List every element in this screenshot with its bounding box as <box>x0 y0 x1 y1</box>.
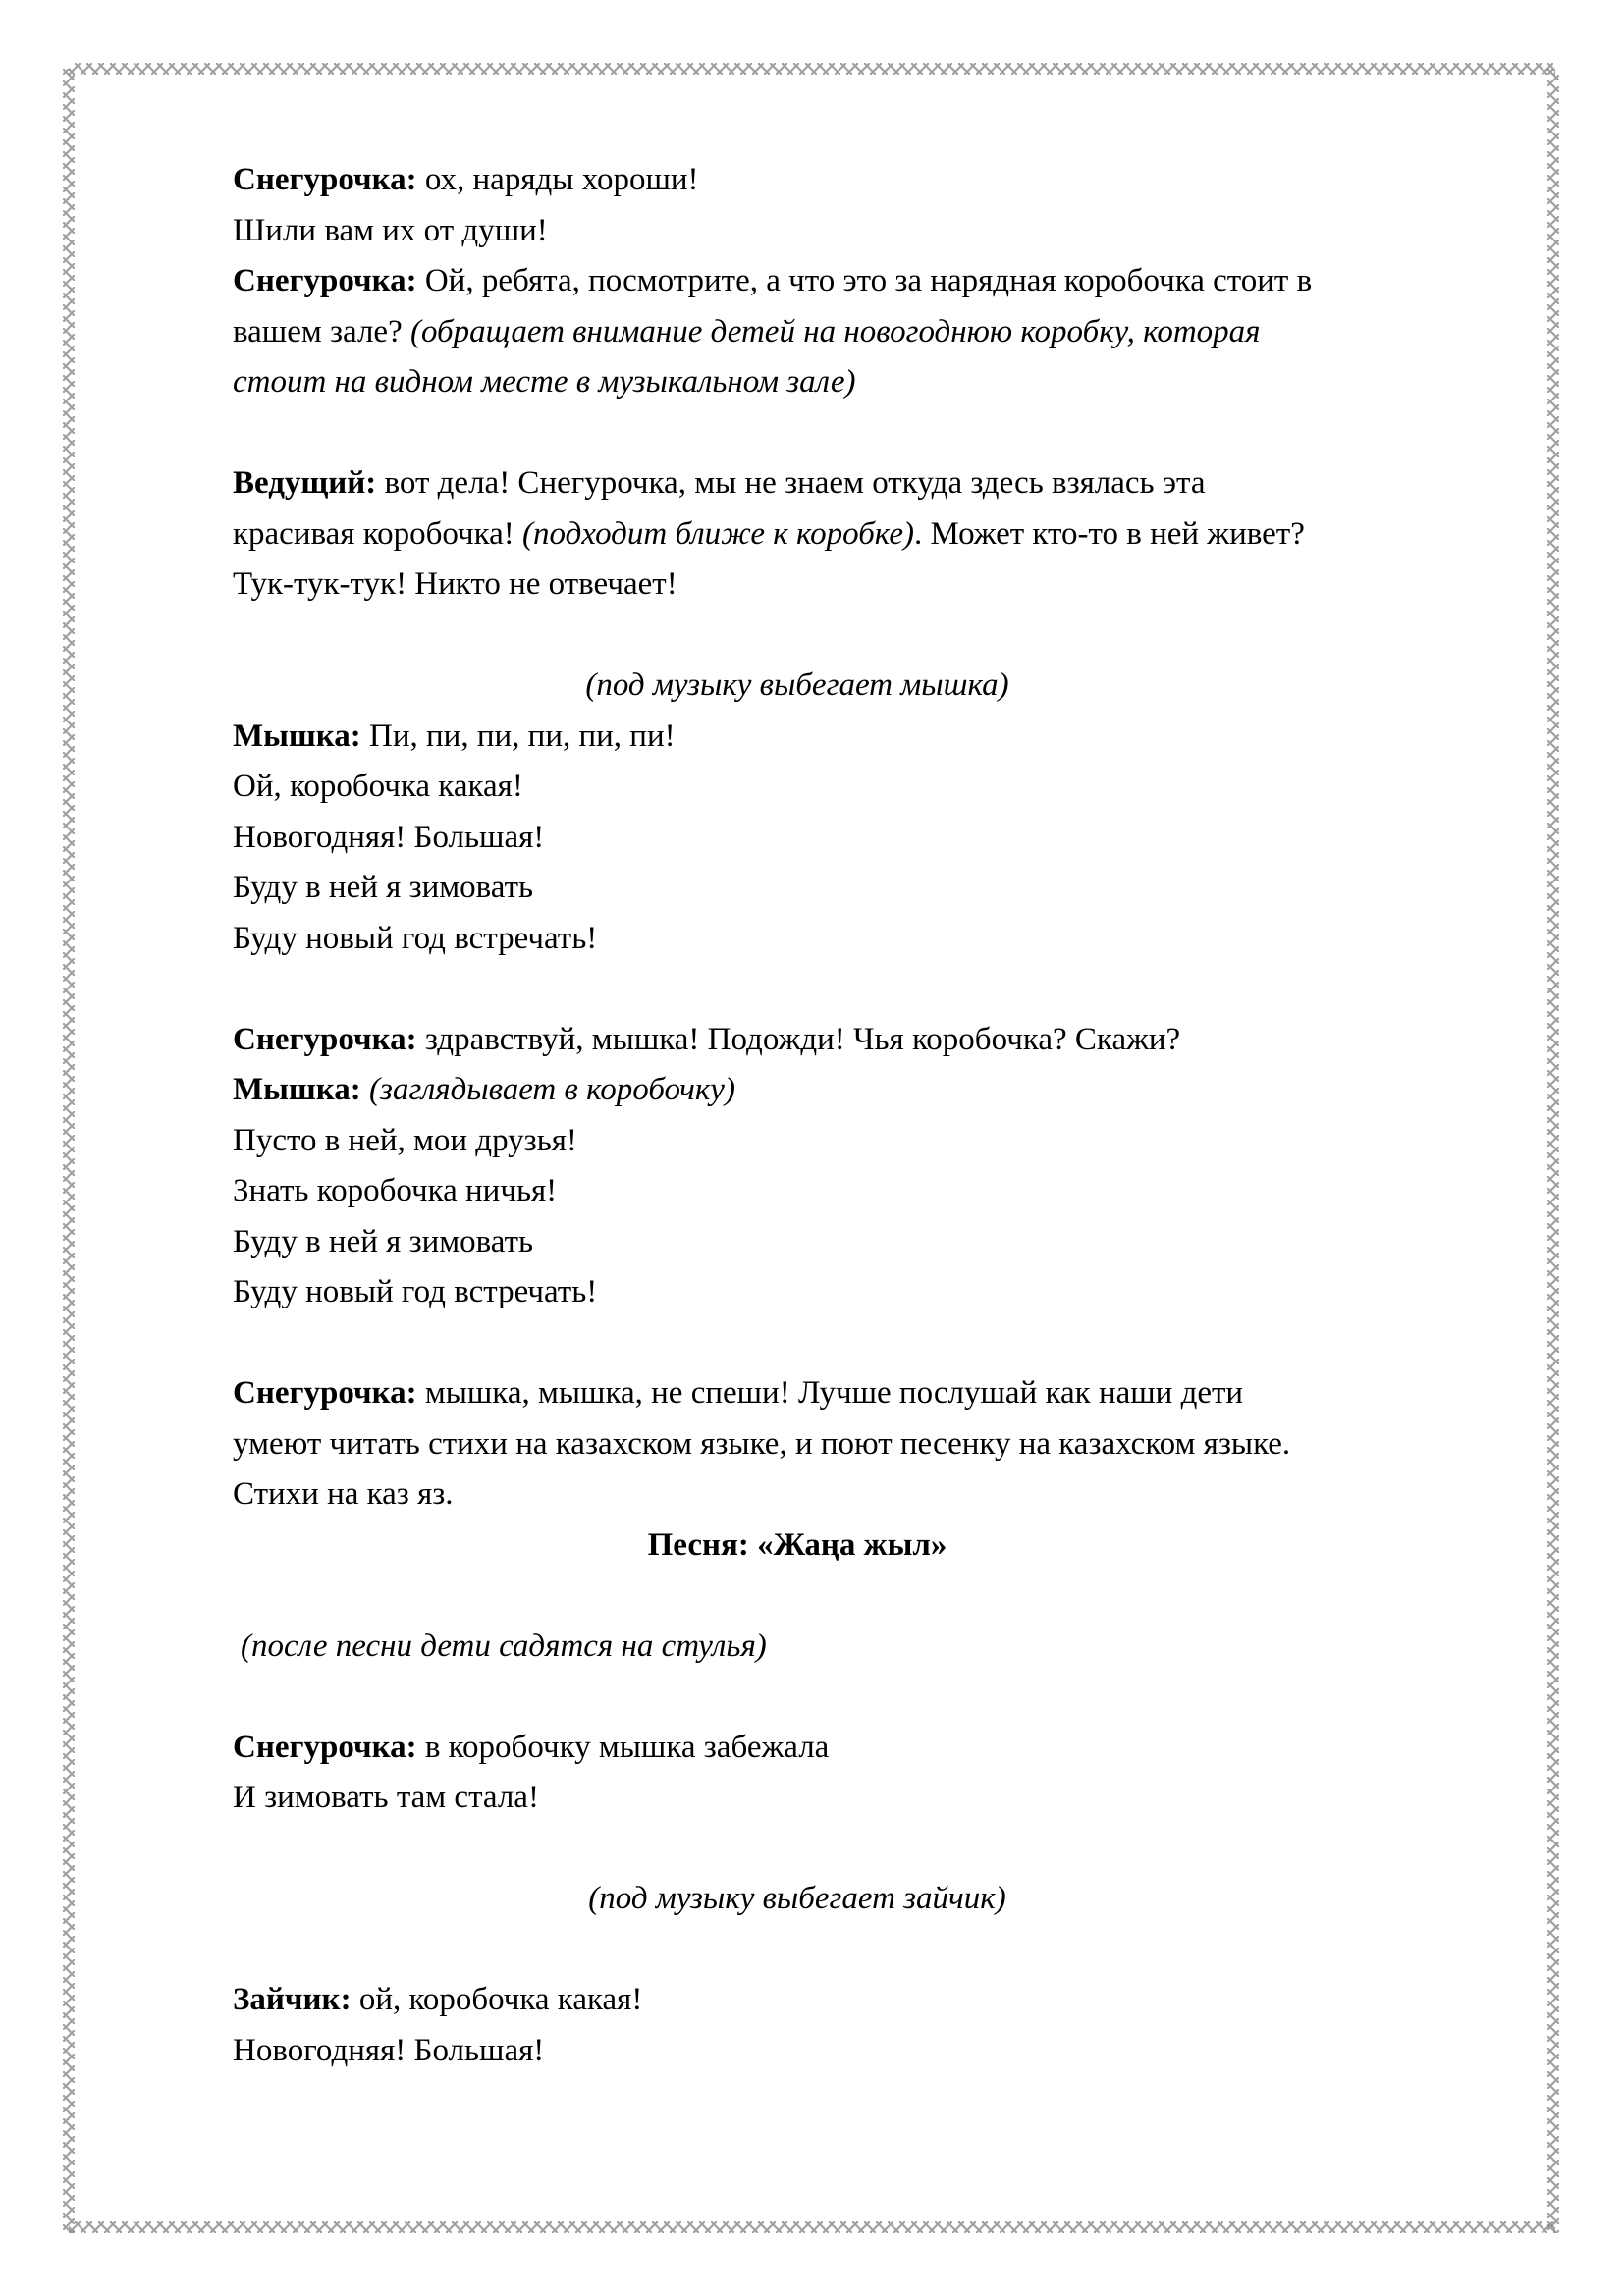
stage-direction: (обращает внимание детей на новогоднюю коробку, которая <box>409 313 1261 349</box>
line-text: Тук-тук-тук! Никто не отвечает! <box>233 566 677 602</box>
blank-line <box>233 1571 1519 1622</box>
stage-direction-centered <box>233 661 1362 712</box>
stage-direction: (после песни дети садятся на стулья) <box>241 1628 767 1664</box>
page-border-top <box>69 63 1555 75</box>
line-text: . Может кто-то в ней живет? <box>914 515 1305 552</box>
dialogue-line <box>233 1166 1519 1217</box>
line-text: в коробочку мышка забежала <box>416 1729 830 1765</box>
line-text: Знать коробочка ничья! <box>233 1173 558 1208</box>
stage-direction: стоит на видном месте в музыкальном зале) <box>233 364 856 400</box>
speaker-name: Снегурочка: <box>233 162 417 197</box>
dialogue-line <box>233 712 1519 763</box>
dialogue-line <box>233 206 1519 257</box>
line-text: Новогодняя! Большая! <box>233 819 545 855</box>
page-border-bottom <box>69 2221 1555 2233</box>
line-text <box>361 1072 369 1107</box>
dialogue-line <box>233 1723 1519 1774</box>
stage-direction: (под музыку выбегает зайчик) <box>588 1881 1006 1916</box>
dialogue-line <box>233 509 1519 561</box>
dialogue-line <box>233 2026 1519 2077</box>
line-text: Ой, коробочка какая! <box>233 769 523 804</box>
page-border-right <box>1547 69 1559 2233</box>
stage-direction: (подходит ближе к коробке) <box>522 515 915 552</box>
line-text: ох, наряды хороши! <box>416 162 699 197</box>
line-text: И зимовать там стала! <box>233 1780 539 1815</box>
dialogue-line <box>233 1368 1519 1419</box>
line-text: Буду новый год встречать! <box>233 1274 598 1309</box>
dialogue-line <box>233 1065 1519 1116</box>
dialogue-line <box>233 813 1519 864</box>
dialogue-line <box>233 155 1519 206</box>
line-text: Шили вам их от души! <box>233 212 548 248</box>
line-text: Ой, ребята, посмотрите, а что это за нарядная коробочка стоит в <box>416 263 1313 298</box>
line-text: Стихи на каз яз. <box>233 1476 454 1512</box>
line-text: вашем зале? <box>233 313 410 349</box>
dialogue-line <box>233 1773 1519 1824</box>
dialogue-line <box>233 307 1519 358</box>
speaker-name: Снегурочка: <box>233 1375 417 1411</box>
speaker-name: Снегурочка: <box>233 1729 417 1765</box>
stage-direction: (под музыку выбегает мышка) <box>585 667 1009 703</box>
dialogue-line <box>233 863 1519 914</box>
line-text: Буду новый год встречать! <box>233 920 598 956</box>
line-text: ой, коробочка какая! <box>351 1982 643 2017</box>
dialogue-line <box>233 256 1519 307</box>
dialogue-line <box>233 560 1519 611</box>
dialogue-line <box>233 1267 1519 1318</box>
stage-direction-line <box>233 1622 1519 1673</box>
line-text: вот дела! Снегурочка, мы не знаем откуда здесь взялась эта <box>376 465 1206 501</box>
speaker-name: Ведущий: <box>233 465 377 501</box>
song-title <box>233 1521 1362 1572</box>
dialogue-line <box>233 762 1519 813</box>
stage-direction-centered <box>233 1874 1362 1925</box>
script-text <box>233 155 1519 2076</box>
dialogue-line <box>233 1116 1519 1167</box>
blank-line <box>233 964 1519 1015</box>
dialogue-line <box>233 1217 1519 1268</box>
line-text: Буду в ней я зимовать <box>233 1223 534 1259</box>
line-text: Пи, пи, пи, пи, пи, пи! <box>360 718 676 754</box>
dialogue-line <box>233 1469 1519 1521</box>
stage-direction: (заглядывает в коробочку) <box>369 1072 735 1107</box>
dialogue-line <box>233 1015 1519 1066</box>
blank-line <box>233 611 1519 662</box>
dialogue-line <box>233 458 1519 509</box>
dialogue-line <box>233 914 1519 965</box>
dialogue-line <box>233 357 1519 408</box>
blank-line <box>233 1672 1519 1723</box>
speaker-name: Снегурочка: <box>233 263 417 298</box>
line-text: мышка, мышка, не спеши! Лучше послушай как наши дети <box>416 1375 1244 1411</box>
speaker-name: Снегурочка: <box>233 1021 417 1057</box>
song-name: Песня: «Жаңа жыл» <box>647 1526 947 1563</box>
blank-line <box>233 1925 1519 1976</box>
dialogue-line <box>233 1419 1519 1470</box>
speaker-name: Мышка: <box>233 718 361 754</box>
page-border-left <box>63 69 75 2233</box>
line-text: Новогодняя! Большая! <box>233 2032 545 2068</box>
line-text: здравствуй, мышка! Подожди! Чья коробочка? Скажи? <box>416 1021 1181 1057</box>
blank-line <box>233 408 1519 459</box>
line-text: Пусто в ней, мои друзья! <box>233 1122 577 1158</box>
line-text: умеют читать стихи на казахском языке, и поют песенку на казахском языке. <box>233 1425 1291 1462</box>
line-text: Буду в ней я зимовать <box>233 870 534 905</box>
dialogue-line <box>233 1975 1519 2026</box>
blank-line <box>233 1318 1519 1369</box>
speaker-name: Мышка: <box>233 1072 361 1107</box>
line-text: красивая коробочка! <box>233 515 523 552</box>
speaker-name: Зайчик: <box>233 1982 352 2017</box>
blank-line <box>233 1824 1519 1875</box>
